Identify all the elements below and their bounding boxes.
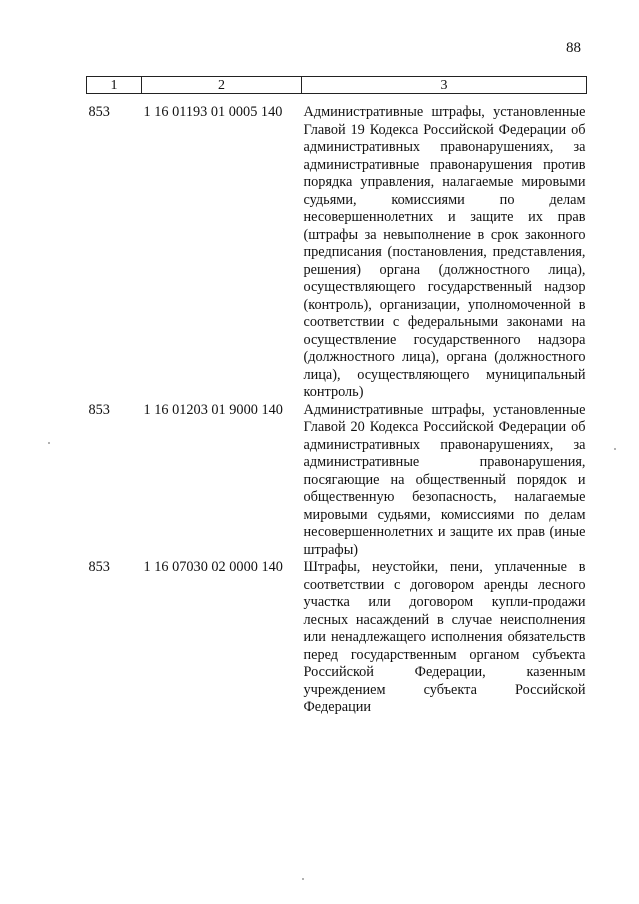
page-number: 88	[566, 40, 581, 56]
kbk-code-cell: 1 16 07030 02 0000 140	[143, 559, 283, 575]
admin-code-cell: 853	[88, 401, 110, 418]
admin-code-cell: 853	[88, 104, 110, 120]
kbk-code-cell: 1 16 01193 01 0005 140	[143, 104, 283, 120]
income-name-text: Штрафы, неустойки, пени, уплаченные в соответствии с договором аренды лесного участка или договором купли-продажи лесных насаждений в случае неисполнения или ненадлежащего исполнения обязательств перед государственным органом субъекта Российской Федерации, казенным учреждением субъекта Российской Федерации	[303, 559, 586, 715]
income-name-cell	[302, 402, 587, 560]
kbk-code-cell: 1 16 01203 01 9000 140	[143, 401, 283, 418]
scan-speck	[614, 448, 616, 450]
table-row	[87, 104, 587, 402]
column-header-2: 2	[142, 77, 302, 94]
table-header	[87, 77, 587, 94]
table-body	[87, 94, 587, 717]
column-header-3: 3	[302, 77, 587, 94]
budget-codes-table	[86, 76, 587, 717]
income-name-cell	[302, 104, 587, 402]
income-name-cell	[302, 559, 587, 717]
income-name-text: Административные штрафы, установленные Главой 19 Кодекса Российской Федерации об административных правонарушениях, за административные правонарушения против порядка управления, налагаемые мировыми судьями, комиссиями по делам несовершеннолетних и защите их прав (штрафы за невыполнение в срок законного предписания (постановления, представления, решения) органа (должностного лица), осуществляющего государственный надзор (контроль), организации, уполномоченной в соответствии с федеральными законами на осуществление государственного надзора (должностного лица), органа (должностного лица), осуществляющего муниципальный контроль)	[303, 104, 586, 400]
scan-speck	[302, 878, 304, 880]
income-name-text: Административные штрафы, установленные Главой 20 Кодекса Российской Федерации об административных правонарушениях, за административные правонарушения, посягающие на общественный порядок и общественную безопасность, налагаемые мировыми судьями, комиссиями по делам несовершеннолетних и защите их прав (иные штрафы)	[303, 401, 586, 558]
column-header-1: 1	[87, 77, 142, 94]
table-header-row	[87, 77, 587, 94]
table-row	[87, 559, 587, 717]
table-row	[87, 402, 587, 560]
table-spacer	[87, 94, 587, 105]
scan-speck	[48, 442, 50, 444]
admin-code-cell: 853	[88, 559, 110, 575]
